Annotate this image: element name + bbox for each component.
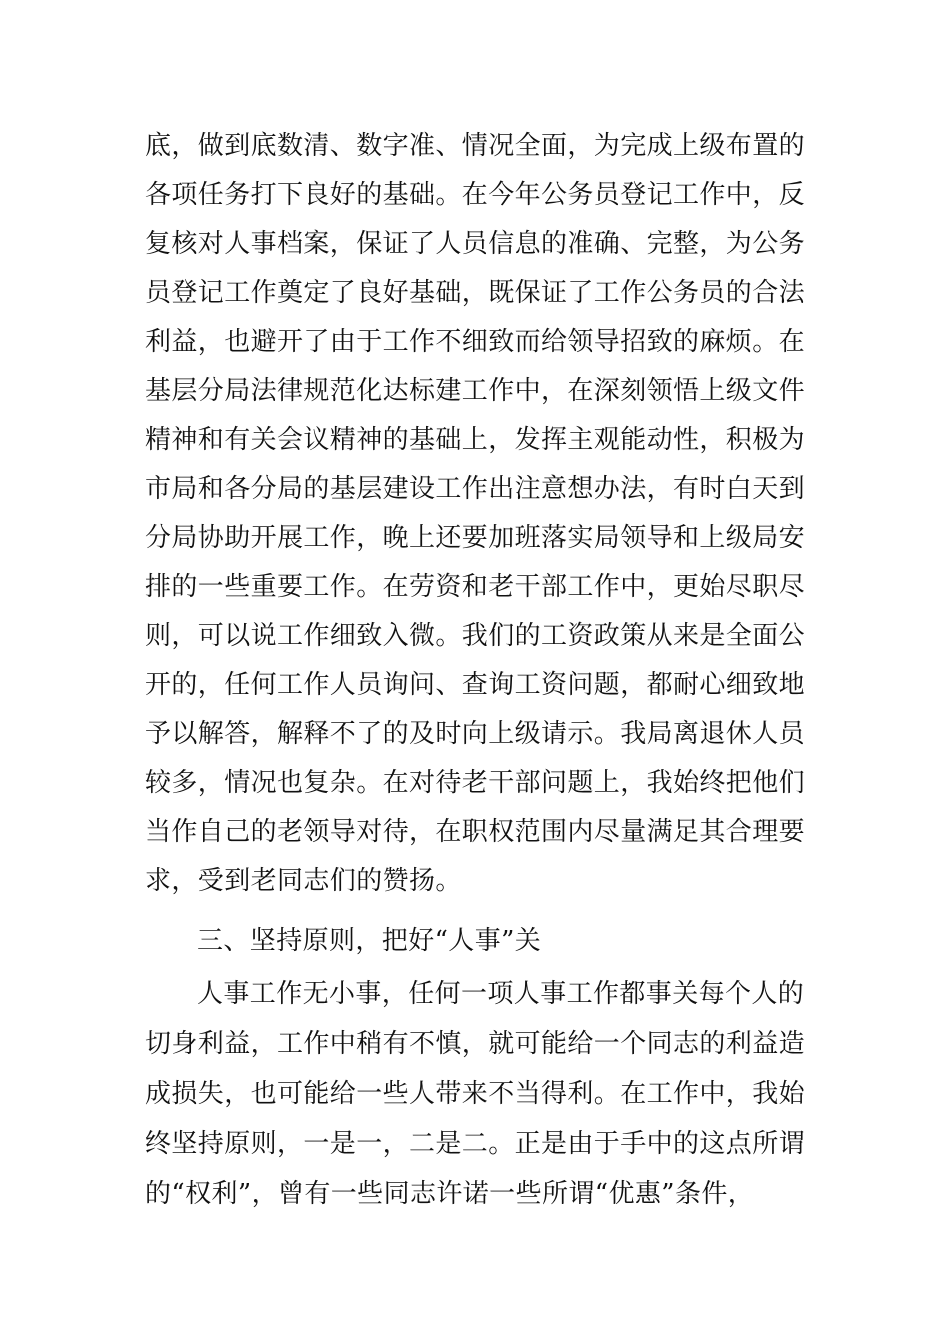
text-line: 开的，任何工作人员询问、查询工资问题，都耐心细致地 <box>145 670 806 700</box>
text-line: 利益，也避开了由于工作不细致而给领导招致的麻烦。在 <box>145 327 806 357</box>
text-line: 基层分局法律规范化达标建工作中，在深刻领悟上级文件 <box>145 376 806 406</box>
text-line: 各项任务打下良好的基础。在今年公务员登记工作中，反 <box>145 180 806 210</box>
text-line: 底，做到底数清、数字准、情况全面，为完成上级布置的 <box>145 131 806 161</box>
text-line: 的“权利”，曾有一些同志许诺一些所谓“优惠”条件， <box>145 1179 755 1209</box>
text-line: 切身利益，工作中稍有不慎，就可能给一个同志的利益造 <box>145 1029 806 1059</box>
text-line: 排的一些重要工作。在劳资和老干部工作中，更始尽职尽 <box>145 572 806 602</box>
text-line: 员登记工作奠定了良好基础，既保证了工作公务员的合法 <box>145 278 806 308</box>
text-line: 分局协助开展工作，晚上还要加班落实局领导和上级局安 <box>145 523 806 553</box>
text-line: 人事工作无小事，任何一项人事工作都事关每个人的 <box>197 979 805 1009</box>
text-line: 复核对人事档案，保证了人员信息的准确、完整，为公务 <box>145 229 806 259</box>
text-line: 求，受到老同志们的赞扬。 <box>145 866 462 896</box>
text-line: 予以解答，解释不了的及时向上级请示。我局离退休人员 <box>145 719 806 749</box>
text-line: 市局和各分局的基层建设工作出注意想办法，有时白天到 <box>145 474 806 504</box>
text-line: 终坚持原则，一是一，二是二。正是由于手中的这点所谓 <box>145 1129 806 1159</box>
text-line: 则，可以说工作细致入微。我们的工资政策从来是全面公 <box>145 621 806 651</box>
text-line: 较多，情况也复杂。在对待老干部问题上，我始终把他们 <box>145 768 806 798</box>
text-line: 精神和有关会议精神的基础上，发挥主观能动性，积极为 <box>145 425 806 455</box>
text-line: 当作自己的老领导对待，在职权范围内尽量满足其合理要 <box>145 817 806 847</box>
section-heading: 三、坚持原则，把好“人事”关 <box>197 926 542 956</box>
text-line: 成损失，也可能给一些人带来不当得利。在工作中，我始 <box>145 1079 806 1109</box>
